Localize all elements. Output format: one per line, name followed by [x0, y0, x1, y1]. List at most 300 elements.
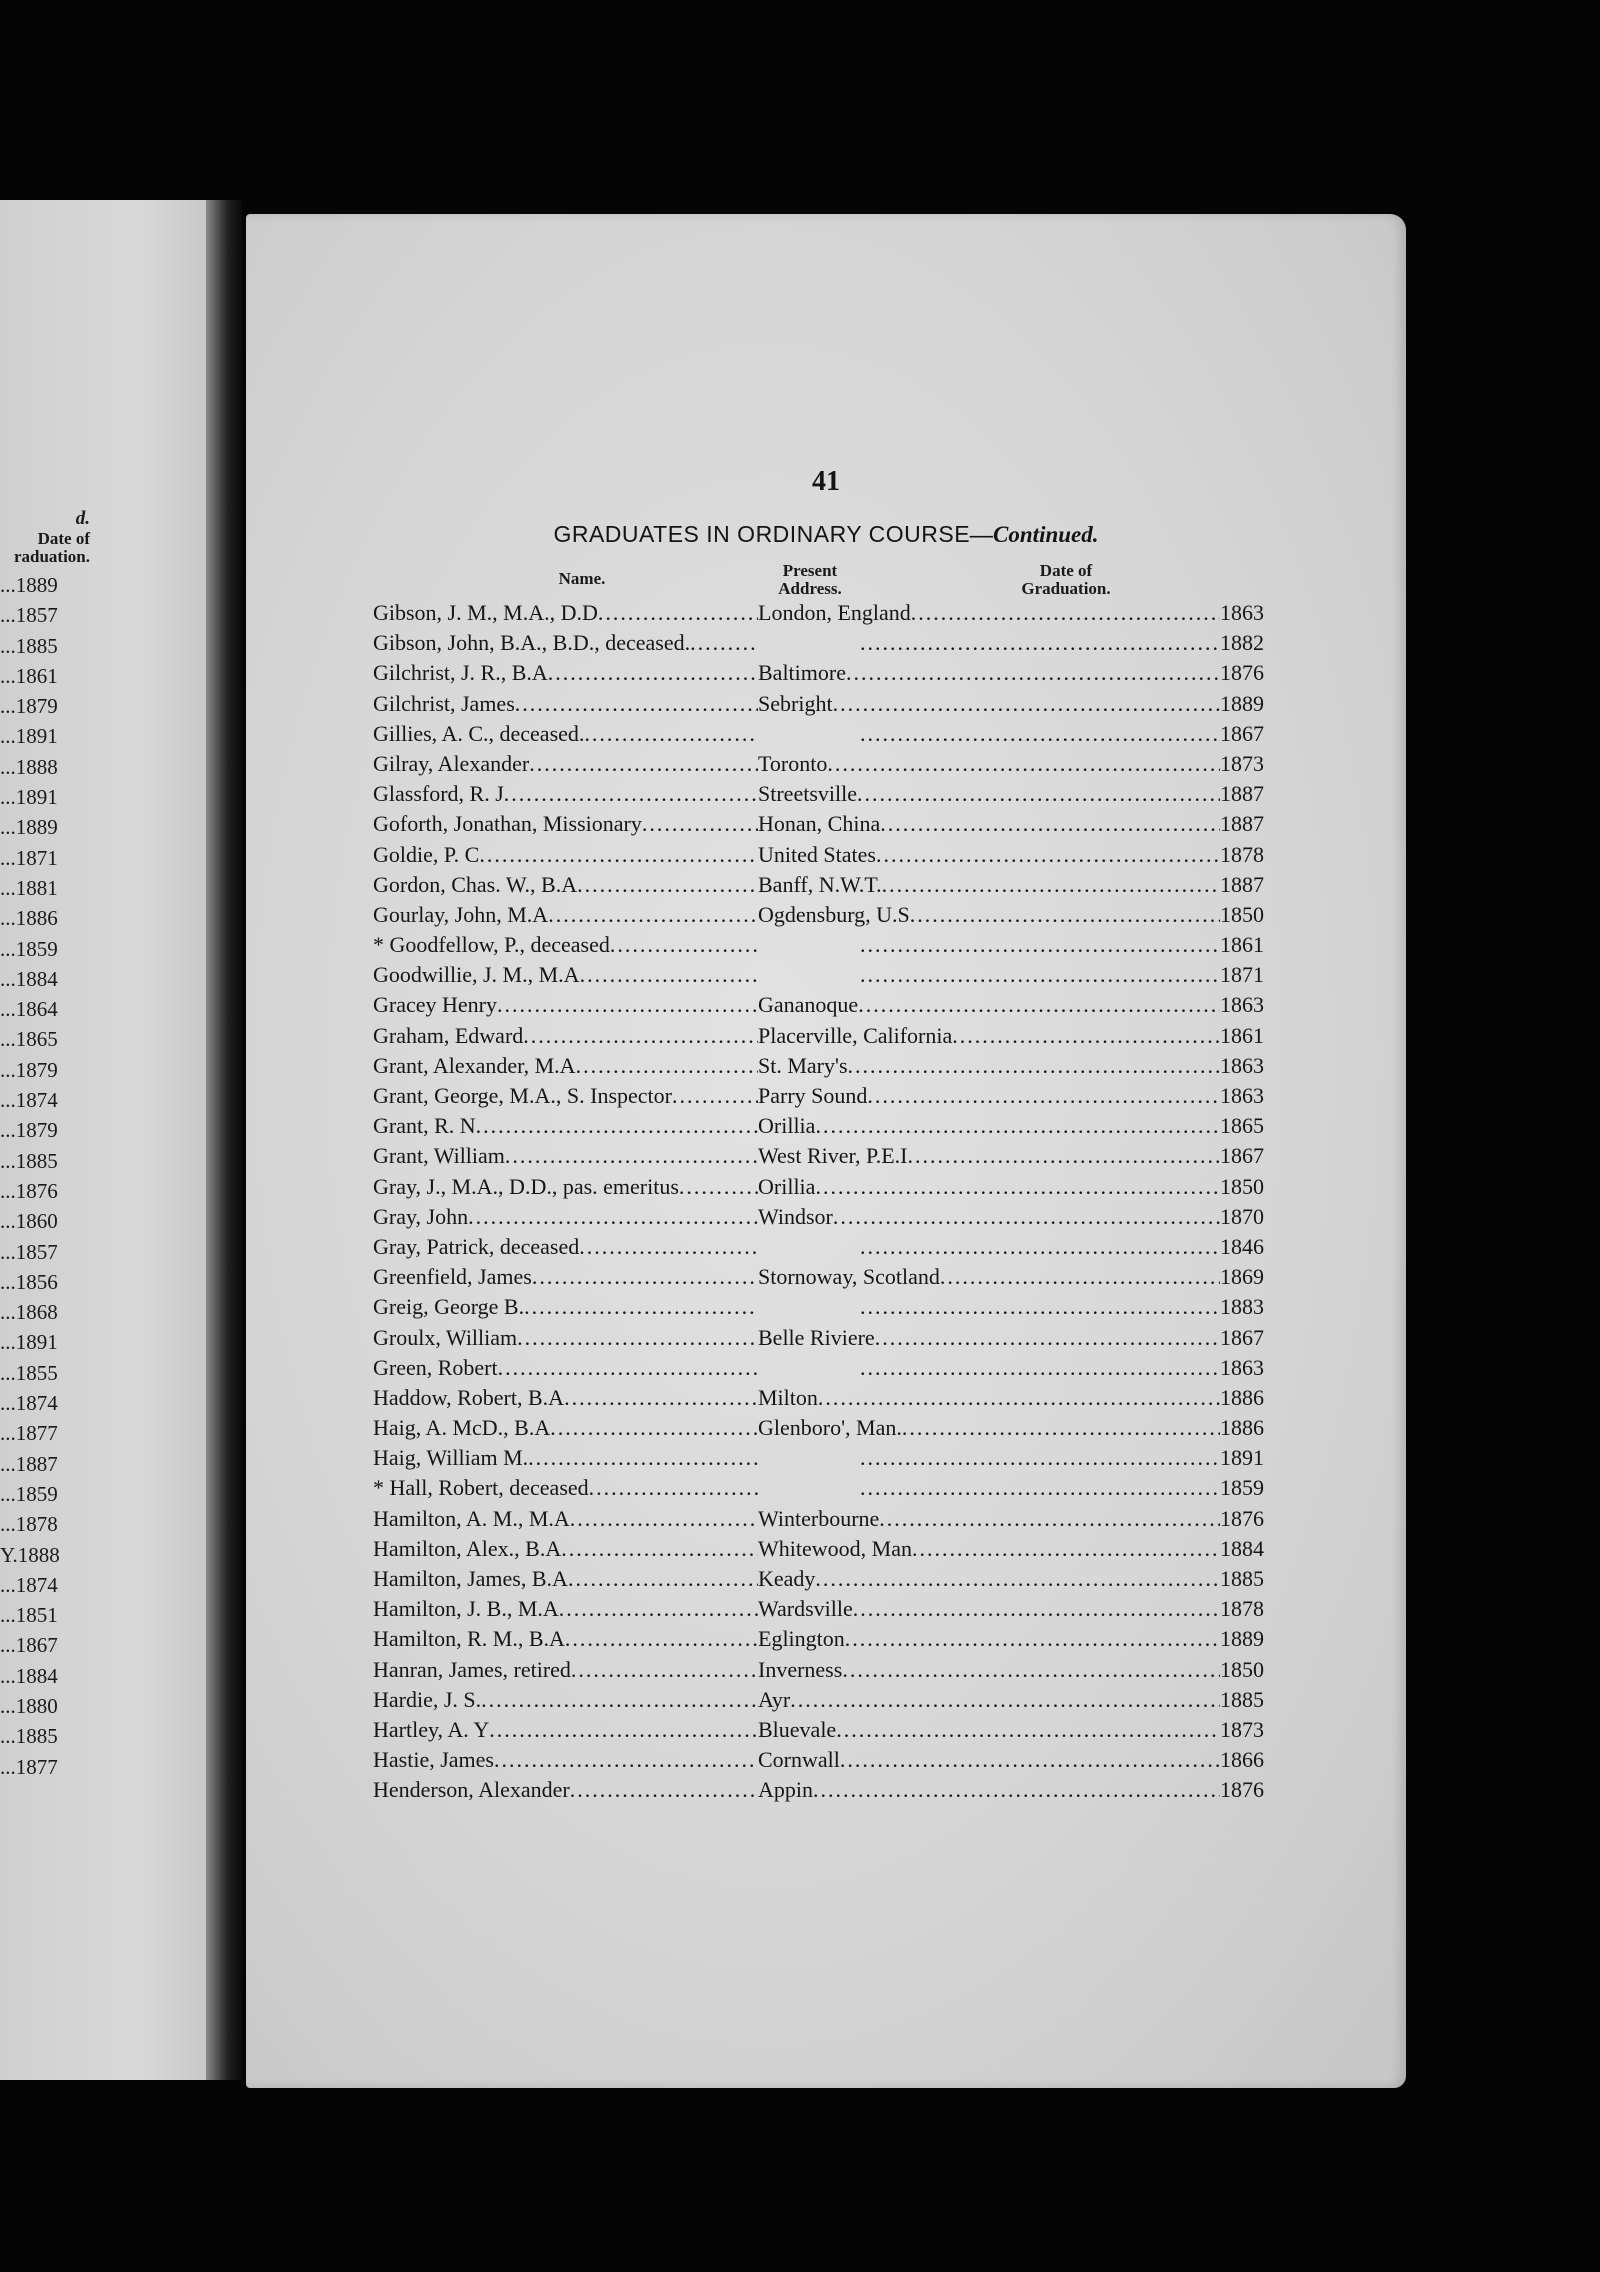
graduate-row [373, 1504, 1278, 1534]
graduate-row [373, 840, 1278, 870]
dot-leader [690, 628, 758, 658]
graduate-address: Belle Riviere [758, 1324, 875, 1350]
previous-page-years [0, 570, 90, 1782]
column-header-address-line2: Address. [778, 579, 842, 598]
dot-leader [827, 749, 1220, 779]
graduate-row [373, 809, 1278, 839]
graduate-address: Placerville, California [758, 1022, 953, 1048]
dot-leader [505, 1141, 758, 1171]
previous-page-year: ...1880 [0, 1693, 58, 1718]
graduate-row [373, 1232, 1278, 1262]
graduate-address-cell [758, 1504, 1220, 1534]
previous-page-date-header-2: raduation. [13, 547, 90, 566]
graduate-address-cell [758, 1202, 1220, 1232]
graduate-name-cell [373, 990, 758, 1020]
graduate-address-cell [758, 598, 1220, 628]
graduation-year: 1863 [1220, 1083, 1264, 1108]
previous-page-year: ...1857 [0, 603, 58, 628]
graduate-address: Appin [758, 1777, 813, 1803]
graduate-row [373, 1685, 1278, 1715]
graduate-address-cell [758, 840, 1220, 870]
graduate-name: Grant, Alexander, M.A [373, 1052, 576, 1078]
graduation-year: 1876 [1220, 1777, 1264, 1803]
graduate-address: Milton [758, 1384, 818, 1410]
dot-leader [577, 870, 758, 900]
previous-page-year: ...1860 [0, 1209, 58, 1234]
graduate-name-cell [373, 840, 758, 870]
dot-leader [846, 658, 1220, 688]
graduate-name: Gilchrist, J. R., B.A [373, 660, 548, 686]
dot-leader [580, 960, 758, 990]
graduate-name-cell [373, 900, 758, 930]
graduation-year: 1889 [1220, 1626, 1264, 1652]
graduation-year: 1885 [1220, 1566, 1264, 1591]
dot-leader [860, 960, 1220, 990]
graduate-address: Keady [758, 1566, 816, 1591]
graduate-address: Bluevale [758, 1716, 837, 1742]
dot-leader [840, 1745, 1220, 1775]
graduation-year: 1867 [1220, 1143, 1264, 1169]
graduate-name-cell [373, 719, 758, 749]
dot-leader [882, 870, 1220, 900]
graduate-row [373, 1443, 1278, 1473]
graduate-address: Stornoway, Scotland [758, 1264, 940, 1290]
previous-page-year: ...1891 [0, 724, 58, 749]
dot-leader [902, 1413, 1220, 1443]
dot-leader [857, 779, 1220, 809]
previous-page-date-column [0, 508, 90, 1782]
graduate-name: Hamilton, James, B.A [373, 1566, 568, 1591]
previous-page-year: ...1884 [0, 966, 58, 991]
graduate-address-cell [758, 749, 1220, 779]
dot-leader [576, 1051, 758, 1081]
graduate-address-cell [758, 809, 1220, 839]
dot-leader [568, 1564, 758, 1594]
column-header-date-line1: Date of [1039, 561, 1093, 580]
graduate-address-cell [758, 1021, 1220, 1051]
graduate-name-cell [373, 1715, 758, 1745]
graduate-name: Hamilton, Alex., B.A [373, 1535, 562, 1561]
dot-leader [879, 1504, 1220, 1534]
previous-page-year: ...1879 [0, 694, 58, 719]
dot-leader [504, 779, 758, 809]
graduation-year: 1887 [1220, 871, 1264, 897]
graduate-address-cell [758, 1051, 1220, 1081]
graduate-row [373, 1473, 1278, 1503]
column-header-date [1006, 562, 1126, 598]
graduate-name-cell [373, 1262, 758, 1292]
graduate-name-cell [373, 870, 758, 900]
previous-page-year: ...1874 [0, 1088, 58, 1113]
dot-leader [860, 1473, 1220, 1503]
dot-leader [481, 1685, 758, 1715]
graduate-name: Henderson, Alexander [373, 1777, 570, 1803]
dot-leader [561, 1534, 758, 1564]
graduate-name-cell [373, 809, 758, 839]
previous-page-year: ...1881 [0, 875, 58, 900]
dot-leader [813, 1775, 1220, 1805]
graduation-year: 1871 [1220, 962, 1264, 988]
graduate-name-cell [373, 1534, 758, 1564]
graduate-name-cell [373, 1141, 758, 1171]
graduate-name: Grant, William [373, 1143, 505, 1169]
previous-page-year: ...1891 [0, 1330, 58, 1355]
previous-page-year: ...1885 [0, 1724, 58, 1749]
dot-leader [818, 1383, 1220, 1413]
graduation-year: 1873 [1220, 750, 1264, 776]
previous-page-year: ...1879 [0, 1118, 58, 1143]
graduate-name: * Goodfellow, P., deceased [373, 932, 610, 958]
dot-leader [476, 1111, 758, 1141]
graduate-name: Goodwillie, J. M., M.A [373, 962, 580, 988]
graduate-row [373, 779, 1278, 809]
graduate-name-cell [373, 1353, 758, 1383]
graduate-name-cell [373, 1504, 758, 1534]
graduate-name-cell [373, 598, 758, 628]
graduation-year: 1846 [1220, 1233, 1264, 1259]
dot-leader [584, 719, 758, 749]
graduate-address-cell [758, 1624, 1220, 1654]
dot-leader [517, 1323, 758, 1353]
dot-leader [548, 900, 758, 930]
graduate-row [373, 1051, 1278, 1081]
graduation-year: 1867 [1220, 720, 1264, 746]
graduate-address-cell [758, 658, 1220, 688]
graduate-address-cell [758, 1534, 1220, 1564]
dot-leader [815, 1172, 1220, 1202]
graduate-name: Groulx, William [373, 1324, 518, 1350]
graduate-row [373, 1745, 1278, 1775]
previous-page-year: ...1857 [0, 1239, 58, 1264]
dot-leader [497, 990, 758, 1020]
graduate-address: Winterbourne [758, 1505, 880, 1531]
graduation-year: 1865 [1220, 1113, 1264, 1139]
graduation-year: 1887 [1220, 811, 1264, 837]
graduation-year: 1887 [1220, 781, 1264, 807]
graduate-row [373, 1353, 1278, 1383]
previous-page-year: ...1879 [0, 1057, 58, 1082]
dot-leader [860, 628, 1220, 658]
graduation-year: 1861 [1220, 932, 1264, 958]
graduate-address: Whitewood, Man [758, 1535, 912, 1561]
graduate-row [373, 749, 1278, 779]
column-header-address [750, 562, 870, 598]
dot-leader [848, 1051, 1220, 1081]
graduate-address-cell [758, 900, 1220, 930]
graduate-row [373, 1262, 1278, 1292]
graduate-address: Cornwall [758, 1747, 840, 1773]
column-header-name [522, 570, 642, 588]
graduate-address-cell [758, 960, 1220, 990]
graduate-address-cell [758, 628, 1220, 658]
previous-page-year: ...1874 [0, 1391, 58, 1416]
graduate-name: Gilray, Alexander [373, 750, 530, 776]
dot-leader [860, 1443, 1220, 1473]
graduate-name-cell [373, 749, 758, 779]
graduate-name: Hastie, James [373, 1747, 494, 1773]
graduate-row [373, 1202, 1278, 1232]
previous-page-year: ...1885 [0, 633, 58, 658]
graduation-year: 1882 [1220, 630, 1264, 656]
graduate-address: West River, P.E.I [758, 1143, 908, 1169]
dot-leader [833, 689, 1220, 719]
graduate-row [373, 870, 1278, 900]
graduate-name-cell [373, 1413, 758, 1443]
graduate-address: Parry Sound [758, 1083, 868, 1108]
dot-leader [672, 1081, 758, 1111]
graduate-row [373, 598, 1278, 628]
dot-leader [860, 1232, 1220, 1262]
dot-leader [642, 809, 758, 839]
graduate-name-cell [373, 1473, 758, 1503]
graduate-address-cell [758, 1111, 1220, 1141]
graduate-address-cell [758, 1172, 1220, 1202]
graduate-address: Orillia [758, 1113, 816, 1139]
previous-page-year: ...1861 [0, 663, 58, 688]
previous-page-header-fragment: d. [75, 508, 90, 529]
previous-page-year: ...1859 [0, 936, 58, 961]
previous-page-year: ...1871 [0, 845, 58, 870]
graduate-row [373, 1655, 1278, 1685]
previous-page-year: ...1856 [0, 1269, 58, 1294]
graduate-name: Hartley, A. Y [373, 1716, 490, 1742]
dot-leader [876, 840, 1220, 870]
graduate-address: Baltimore [758, 660, 846, 686]
graduate-address: Toronto [758, 750, 828, 776]
dot-leader [529, 749, 758, 779]
graduate-name-cell [373, 689, 758, 719]
dot-leader [479, 840, 758, 870]
graduate-name: Gourlay, John, M.A [373, 901, 549, 927]
graduate-address: St. Mary's [758, 1052, 848, 1078]
previous-page-year: ...1885 [0, 1148, 58, 1173]
graduate-address: Sebright [758, 690, 833, 716]
graduate-address: Orillia [758, 1173, 816, 1199]
graduate-name: Goldie, P. C [373, 841, 480, 867]
graduate-address-cell [758, 1443, 1220, 1473]
column-header-address-line1: Present [782, 561, 838, 580]
graduate-name: Hanran, James, retired [373, 1656, 571, 1682]
dot-leader [564, 1383, 758, 1413]
dot-leader [940, 1262, 1220, 1292]
dot-leader [912, 1534, 1220, 1564]
previous-page-year: ...1876 [0, 1178, 58, 1203]
graduate-row [373, 930, 1278, 960]
dot-leader [589, 1473, 758, 1503]
dot-leader [815, 1111, 1220, 1141]
graduate-name-cell [373, 658, 758, 688]
graduate-address: United States [758, 841, 876, 867]
graduate-name-cell [373, 930, 758, 960]
graduate-name-cell [373, 1624, 758, 1654]
graduate-row [373, 1172, 1278, 1202]
graduate-name-cell [373, 1202, 758, 1232]
graduate-name-cell [373, 1685, 758, 1715]
graduate-row [373, 1775, 1278, 1805]
graduate-row [373, 1141, 1278, 1171]
graduate-name: Hamilton, R. M., B.A [373, 1626, 565, 1652]
previous-page-year: ...1887 [0, 1451, 58, 1476]
graduate-row [373, 689, 1278, 719]
graduation-year: 1884 [1220, 1535, 1264, 1561]
graduate-address-cell [758, 1564, 1220, 1594]
graduation-year: 1885 [1220, 1686, 1264, 1712]
graduate-name: Glassford, R. J [373, 781, 504, 807]
graduate-row [373, 658, 1278, 688]
graduate-name-cell [373, 1323, 758, 1353]
graduate-name: Graham, Edward [373, 1022, 524, 1048]
graduate-name: Gibson, J. M., M.A., D.D [373, 600, 598, 625]
dot-leader [571, 1655, 758, 1685]
graduate-name-cell [373, 628, 758, 658]
previous-page-year: ...1878 [0, 1512, 58, 1537]
graduate-name: Gillies, A. C., deceased. [373, 720, 585, 746]
graduation-year: 1863 [1220, 1354, 1264, 1380]
graduation-year: 1863 [1220, 1052, 1264, 1078]
graduate-name: Gray, John [373, 1203, 469, 1229]
graduate-name-cell [373, 1021, 758, 1051]
graduate-address: Honan, China [758, 811, 881, 837]
previous-page-year: ...1864 [0, 997, 58, 1022]
column-header-date-line2: Graduation. [1021, 579, 1111, 598]
graduate-address-cell [758, 1413, 1220, 1443]
graduate-name: Hamilton, A. M., M.A [373, 1505, 570, 1531]
dot-leader [524, 1292, 758, 1322]
graduation-year: 1850 [1220, 1656, 1264, 1682]
section-title-text: GRADUATES IN ORDINARY COURSE [553, 521, 971, 547]
graduate-address-cell [758, 719, 1220, 749]
graduate-address-cell [758, 1081, 1220, 1111]
graduate-name-cell [373, 1745, 758, 1775]
previous-page-year: ...1867 [0, 1633, 58, 1658]
previous-page-year: ...1888 [0, 754, 58, 779]
graduate-name-cell [373, 1443, 758, 1473]
graduate-name: Green, Robert [373, 1354, 498, 1380]
graduate-name-cell [373, 1051, 758, 1081]
graduation-year: 1889 [1220, 690, 1264, 716]
graduate-row [373, 1594, 1278, 1624]
graduate-address: Glenboro', Man. [758, 1415, 902, 1441]
graduate-address-cell [758, 1262, 1220, 1292]
graduate-address-cell [758, 1594, 1220, 1624]
dot-leader [833, 1202, 1220, 1232]
graduate-name-cell [373, 1172, 758, 1202]
graduation-year: 1867 [1220, 1324, 1264, 1350]
dot-leader [494, 1745, 758, 1775]
graduate-address-cell [758, 1685, 1220, 1715]
previous-page-year: ...1865 [0, 1027, 58, 1052]
graduation-year: 1863 [1220, 992, 1264, 1018]
previous-page-year: ...1889 [0, 815, 58, 840]
graduate-address-cell [758, 1323, 1220, 1353]
graduate-row [373, 628, 1278, 658]
dot-leader [908, 1141, 1221, 1171]
dot-leader [860, 1353, 1220, 1383]
previous-page-date-header-1: Date of [37, 529, 90, 548]
dot-leader [858, 990, 1220, 1020]
graduate-address: Ogdensburg, U.S [758, 901, 910, 927]
dot-leader [860, 930, 1220, 960]
graduation-year: 1878 [1220, 841, 1264, 867]
graduate-address-cell [758, 1655, 1220, 1685]
dot-leader [532, 1262, 758, 1292]
dot-leader [910, 900, 1220, 930]
graduate-address: Ayr [758, 1686, 791, 1712]
graduate-name-cell [373, 1081, 758, 1111]
graduate-row [373, 1081, 1278, 1111]
page-number: 41 [812, 466, 840, 497]
graduate-row [373, 1292, 1278, 1322]
graduate-name: Gilchrist, James [373, 690, 515, 716]
graduate-name-cell [373, 1292, 758, 1322]
dot-leader [548, 658, 758, 688]
dot-leader [523, 1021, 758, 1051]
dot-leader [679, 1172, 758, 1202]
dot-leader [570, 1504, 758, 1534]
dot-leader [880, 809, 1220, 839]
previous-page-year: ...1859 [0, 1481, 58, 1506]
graduate-address-cell [758, 1141, 1220, 1171]
graduate-address-cell [758, 1232, 1220, 1262]
graduate-address-cell [758, 870, 1220, 900]
graduate-address-cell [758, 1473, 1220, 1503]
previous-page-year: ...1874 [0, 1572, 58, 1597]
graduate-name: Gracey Henry [373, 992, 497, 1018]
graduate-name: Gray, J., M.A., D.D., pas. emeritus [373, 1173, 679, 1199]
dot-leader [598, 598, 758, 628]
dot-leader [842, 1655, 1220, 1685]
graduation-year: 1866 [1220, 1747, 1264, 1773]
graduate-row [373, 1111, 1278, 1141]
dot-leader [867, 1081, 1220, 1111]
previous-page-year: ...1886 [0, 906, 58, 931]
graduate-address: Inverness [758, 1656, 843, 1682]
graduate-row [373, 1413, 1278, 1443]
previous-page-year: ...1855 [0, 1360, 58, 1385]
graduate-address: Windsor [758, 1203, 833, 1229]
dot-leader [853, 1594, 1220, 1624]
graduate-name: Haddow, Robert, B.A [373, 1384, 565, 1410]
graduation-year: 1870 [1220, 1203, 1264, 1229]
graduates-list [373, 598, 1278, 1806]
previous-page-year: ...1889 [0, 573, 58, 597]
graduation-year: 1876 [1220, 1505, 1264, 1531]
graduation-year: 1886 [1220, 1415, 1264, 1441]
column-header-name-text: Name. [558, 569, 606, 588]
graduate-row [373, 1564, 1278, 1594]
graduate-name: * Hall, Robert, deceased [373, 1475, 589, 1501]
graduation-year: 1883 [1220, 1294, 1264, 1320]
graduate-address-cell [758, 1292, 1220, 1322]
graduate-name: Greig, George B. [373, 1294, 525, 1320]
previous-page-year: ...1884 [0, 1663, 58, 1688]
previous-page-year: ...1891 [0, 785, 58, 810]
graduate-name-cell [373, 1232, 758, 1262]
graduation-year: 1876 [1220, 660, 1264, 686]
graduate-name-cell [373, 1564, 758, 1594]
graduate-row [373, 1383, 1278, 1413]
dot-leader [610, 930, 758, 960]
dot-leader [570, 1775, 758, 1805]
graduate-name-cell [373, 1775, 758, 1805]
graduate-row [373, 960, 1278, 990]
graduation-year: 1878 [1220, 1596, 1264, 1622]
dot-leader [489, 1715, 758, 1745]
graduate-address-cell [758, 689, 1220, 719]
graduate-name-cell [373, 960, 758, 990]
graduation-year: 1861 [1220, 1022, 1264, 1048]
dot-leader [468, 1202, 758, 1232]
